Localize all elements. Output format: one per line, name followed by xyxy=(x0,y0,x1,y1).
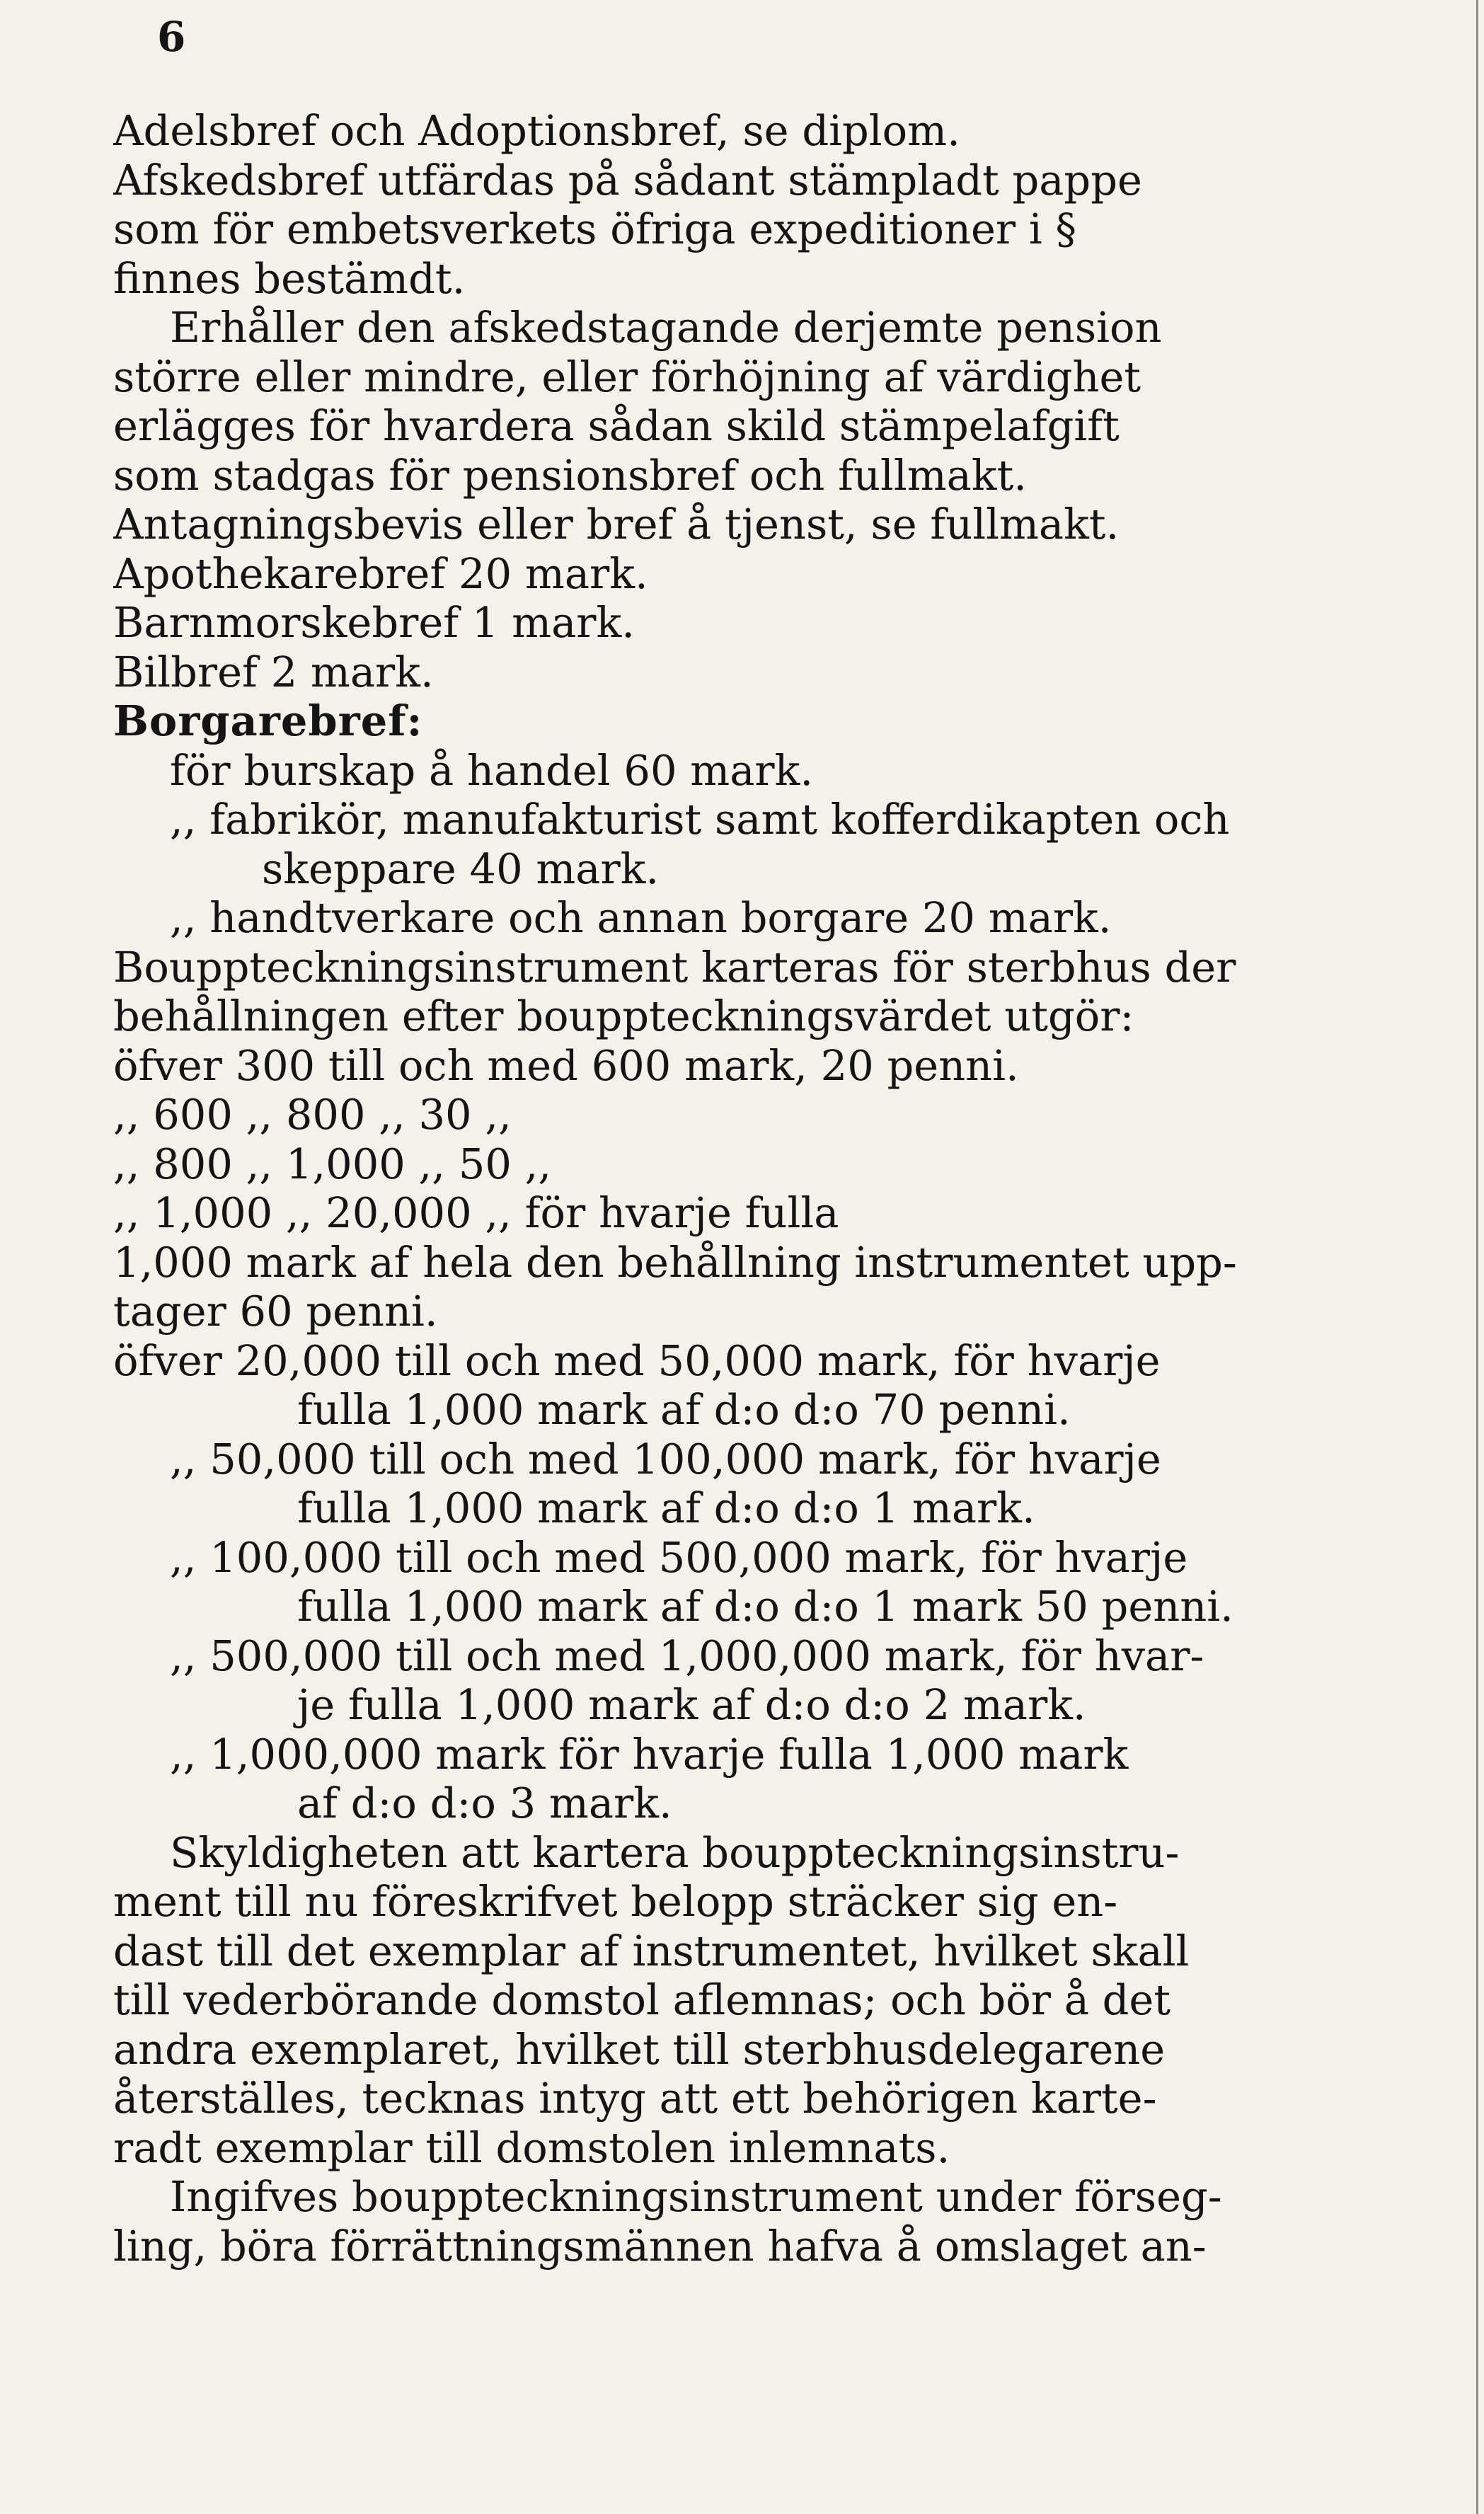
text-line: fulla 1,000 mark af d:o d:o 1 mark. xyxy=(297,1483,1035,1532)
text-line: återställes, tecknas intyg att ett behörigen karte- xyxy=(113,2074,1157,2123)
text-line: större eller mindre, eller förhöjning af värdighet xyxy=(113,352,1141,401)
page-number: 6 xyxy=(157,13,186,61)
text-line: andra exemplaret, hvilket till sterbhusdelegarene xyxy=(113,2024,1166,2074)
text-line: Antagningsbevis eller bref å tjenst, se fullmakt. xyxy=(113,500,1120,549)
text-line: Barnmorskebref 1 mark. xyxy=(113,598,635,647)
text-line: Afskedsbref utfärdas på sådant stämpladt pappe xyxy=(113,155,1142,205)
text-line: radt exemplar till domstolen inlemnats. xyxy=(113,2123,950,2172)
text-line: erlägges för hvardera sådan skild stämpelafgift xyxy=(113,401,1120,450)
text-line: 1,000 mark af hela den behållning instrumentet upp- xyxy=(113,1237,1237,1287)
text-line: ment till nu föreskrifvet belopp sträcker sig en- xyxy=(113,1877,1118,1926)
text-line: ,, handtverkare och annan borgare 20 mark. xyxy=(170,893,1112,942)
text-line: fulla 1,000 mark af d:o d:o 1 mark 50 penni. xyxy=(297,1582,1233,1631)
text-line: som för embetsverkets öfriga expeditioner i § xyxy=(113,205,1076,253)
text-line: je fulla 1,000 mark af d:o d:o 2 mark. xyxy=(297,1680,1086,1729)
text-line: skeppare 40 mark. xyxy=(262,844,660,893)
text-line: öfver 300 till och med 600 mark, 20 penni. xyxy=(113,1040,1019,1090)
page-edge xyxy=(1476,0,1478,2514)
text-line: ,, 1,000,000 mark för hvarje fulla 1,000 mark xyxy=(170,1729,1129,1779)
text-line: ,, 100,000 till och med 500,000 mark, för hvarje xyxy=(170,1532,1188,1582)
text-line: behållningen efter bouppteckningsvärdet utgör: xyxy=(113,992,1134,1040)
text-line: finnes bestämdt. xyxy=(113,253,466,303)
text-line: till vederbörande domstol aflemnas; och bör å det xyxy=(113,1975,1171,2024)
text-line: fulla 1,000 mark af d:o d:o 70 penni. xyxy=(297,1385,1071,1434)
section-heading: Borgarebref: xyxy=(113,696,423,745)
text-line: Skyldigheten att kartera bouppteckningsinstru- xyxy=(170,1827,1180,1877)
text-line: Adelsbref och Adoptionsbref, se diplom. xyxy=(113,106,960,155)
text-line: ,, 1,000 ,, 20,000 ,, för hvarje fulla xyxy=(113,1188,839,1237)
text-line: ,, 50,000 till och med 100,000 mark, för hvarje xyxy=(170,1434,1161,1483)
text-line: ling, böra förrättningsmännen hafva å omslaget an- xyxy=(113,2221,1207,2271)
text-line: Bouppteckningsinstrument karteras för sterbhus der xyxy=(113,942,1236,992)
text-line: dast till det exemplar af instrumentet, hvilket skall xyxy=(113,1926,1190,1975)
text-line: som stadgas för pensionsbref och fullmakt. xyxy=(113,450,1028,500)
text-line: tager 60 penni. xyxy=(113,1287,438,1336)
text-line: ,, fabrikör, manufakturist samt kofferdikapten och xyxy=(170,795,1230,844)
text-line: Apothekarebref 20 mark. xyxy=(113,549,648,598)
text-line: af d:o d:o 3 mark. xyxy=(297,1779,672,1827)
text-line: ,, 500,000 till och med 1,000,000 mark, för hvar- xyxy=(170,1631,1204,1680)
text-line: ,, 800 ,, 1,000 ,, 50 ,, xyxy=(113,1139,552,1188)
text-line: för burskap å handel 60 mark. xyxy=(170,745,814,795)
text-line: öfver 20,000 till och med 50,000 mark, för hvarje xyxy=(113,1336,1161,1385)
text-body xyxy=(113,106,1458,2271)
text-line: Ingifves bouppteckningsinstrument under förseg- xyxy=(170,2172,1222,2221)
text-line: Bilbref 2 mark. xyxy=(113,647,434,696)
text-line: ,, 600 ,, 800 ,, 30 ,, xyxy=(113,1090,512,1139)
text-line: Erhåller den afskedstagande derjemte pension xyxy=(170,303,1162,352)
